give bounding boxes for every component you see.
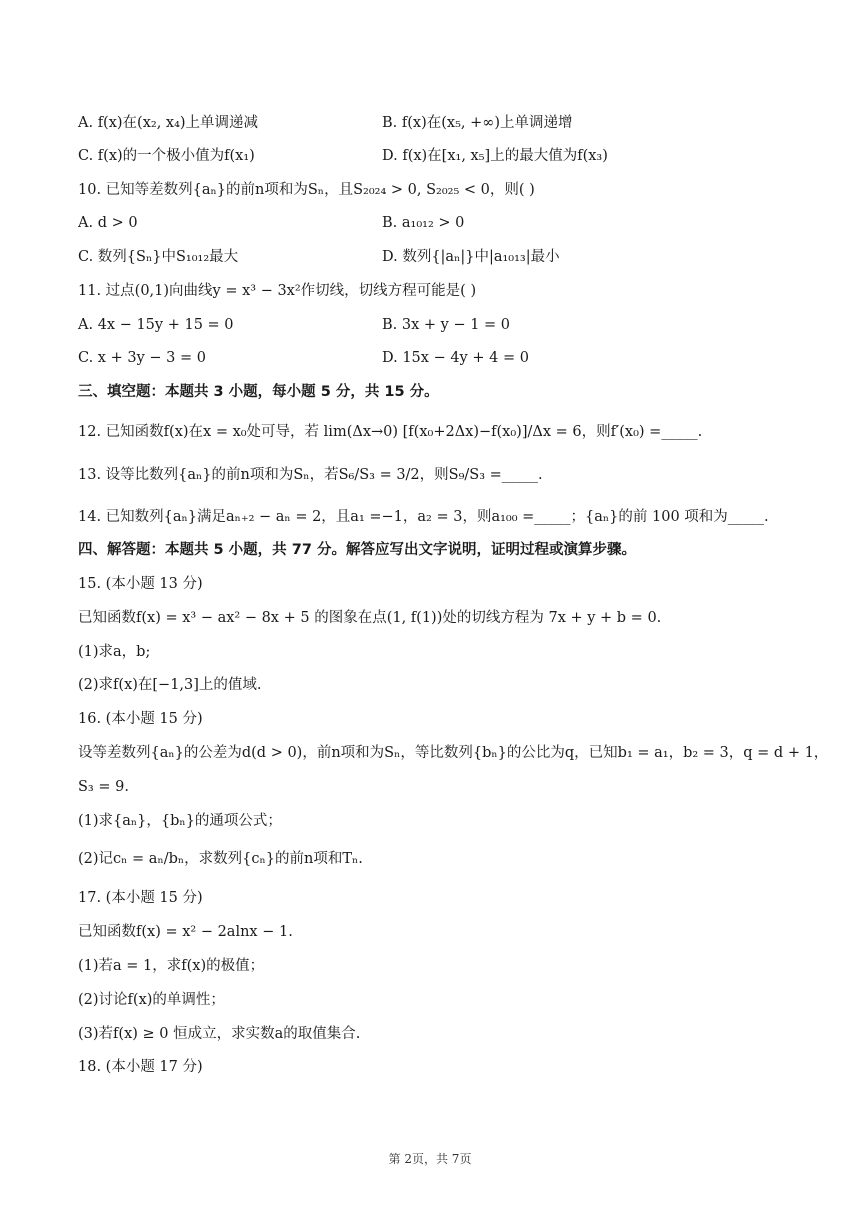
text-line: A. f(x)在(x₂, x₄)上单调递减 — [78, 115, 259, 131]
text-line: B. 3x + y − 1 = 0 — [382, 317, 511, 333]
text-line: 13. 设等比数列{aₙ}的前n项和为Sₙ，若S₆/S₃ = 3/2，则S₉/S₃ =_____. — [78, 467, 543, 483]
text-line: C. f(x)的一个极小值为f(x₁) — [78, 148, 255, 164]
text-line: (1)求a，b; — [78, 644, 151, 660]
page-footer: 第 2页，共 7页 — [388, 1152, 472, 1166]
text-line: 11. 过点(0,1)向曲线y = x³ − 3x²作切线，切线方程可能是( ) — [78, 283, 477, 299]
text-line: 15. (本小题 13 分) — [78, 576, 203, 592]
text-line: 18. (本小题 17 分) — [78, 1059, 203, 1075]
text-line: 三、填空题：本题共 3 小题，每小题 5 分，共 15 分。 — [78, 384, 439, 400]
text-line: S₃ = 9. — [78, 779, 129, 795]
text-line: (3)若f(x) ≥ 0 恒成立，求实数a的取值集合. — [78, 1026, 361, 1042]
text-line: A. d > 0 — [78, 215, 138, 231]
text-line: 设等差数列{aₙ}的公差为d(d > 0)，前n项和为Sₙ，等比数列{bₙ}的公比为q，已知b₁ = a₁，b₂ = 3，q = d + 1， — [78, 745, 829, 761]
text-line: 四、解答题：本题共 5 小题，共 77 分。解答应写出文字说明，证明过程或演算步骤。 — [78, 542, 636, 558]
text-line: D. f(x)在[x₁, x₅]上的最大值为f(x₃) — [382, 148, 608, 164]
text-line: C. 数列{Sₙ}中S₁₀₁₂最大 — [78, 249, 239, 265]
text-line: (2)求f(x)在[−1,3]上的值域. — [78, 677, 262, 693]
text-line: 已知函数f(x) = x³ − ax² − 8x + 5 的图象在点(1, f(1))处的切线方程为 7x + y + b = 0. — [78, 610, 662, 626]
text-line: 12. 已知函数f(x)在x = x₀处可导，若 lim(Δx→0) [f(x₀+2Δx)−f(x₀)]/Δx = 6，则f′(x₀) =_____. — [78, 424, 703, 440]
text-line: 16. (本小题 15 分) — [78, 711, 203, 727]
text-line: 10. 已知等差数列{aₙ}的前n项和为Sₙ，且S₂₀₂₄ > 0, S₂₀₂₅ < 0，则( ) — [78, 182, 535, 198]
text-line: D. 15x − 4y + 4 = 0 — [382, 350, 529, 366]
text-line: B. a₁₀₁₂ > 0 — [382, 215, 465, 231]
text-line: (2)讨论f(x)的单调性； — [78, 992, 225, 1008]
text-line: B. f(x)在(x₅, +∞)上单调递增 — [382, 115, 573, 131]
text-line: (1)若a = 1，求f(x)的极值； — [78, 958, 265, 974]
text-line: 14. 已知数列{aₙ}满足aₙ₊₂ − aₙ = 2，且a₁ =−1，a₂ = 3，则a₁₀₀ =_____；{aₙ}的前 100 项和为_____. — [78, 509, 769, 525]
text-line: 17. (本小题 15 分) — [78, 890, 203, 906]
text-line: (1)求{aₙ}，{bₙ}的通项公式； — [78, 813, 282, 829]
text-line: A. 4x − 15y + 15 = 0 — [78, 317, 234, 333]
text-line: D. 数列{|aₙ|}中|a₁₀₁₃|最小 — [382, 249, 560, 265]
text-line: C. x + 3y − 3 = 0 — [78, 350, 206, 366]
text-line: (2)记cₙ = aₙ/bₙ，求数列{cₙ}的前n项和Tₙ. — [78, 851, 363, 867]
text-line: 已知函数f(x) = x² − 2alnx − 1. — [78, 924, 293, 940]
